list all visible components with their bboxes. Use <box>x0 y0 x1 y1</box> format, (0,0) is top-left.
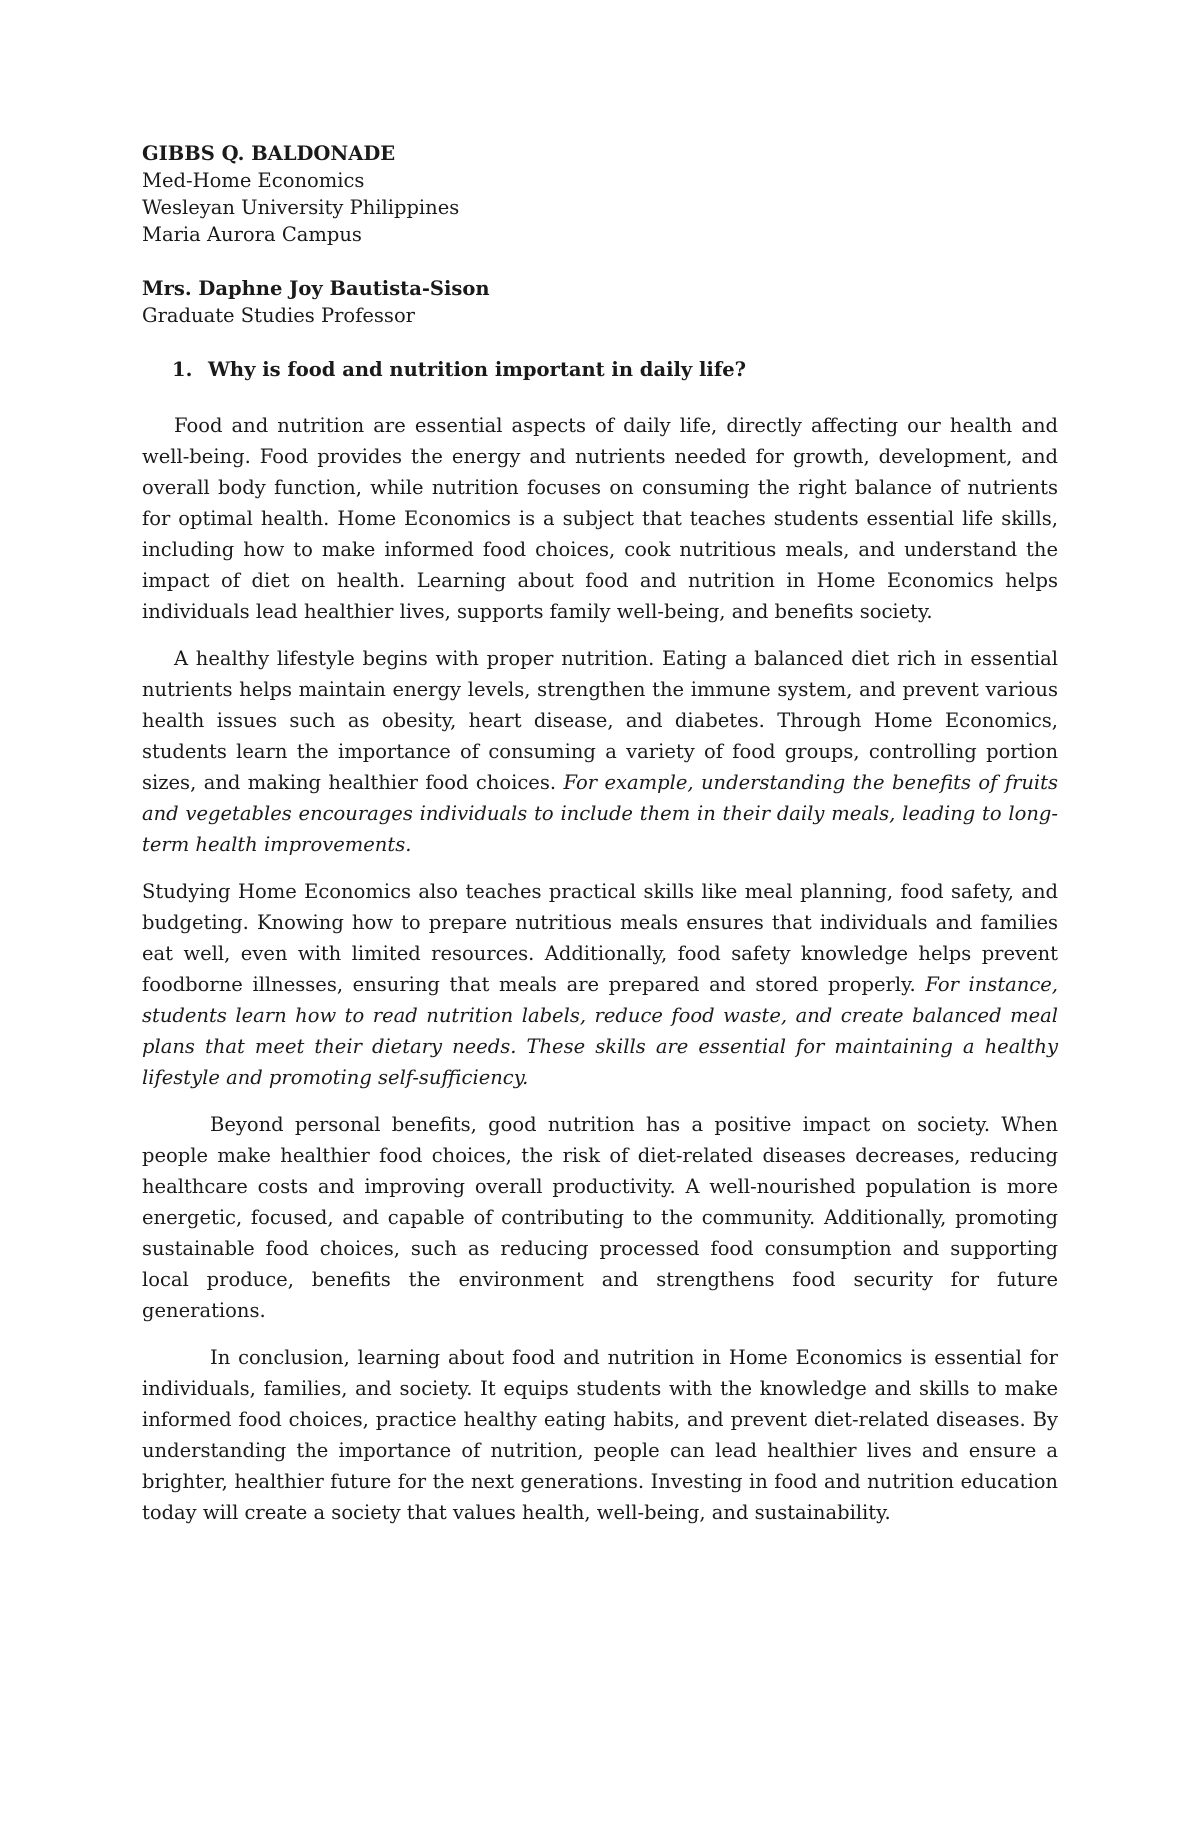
question-number: 1. <box>172 358 193 381</box>
paragraph-2 <box>142 643 1058 860</box>
professor-block <box>142 275 1058 329</box>
document-page <box>142 140 1058 1544</box>
author-university: Wesleyan University Philippines <box>142 196 460 219</box>
paragraph-1 <box>142 410 1058 627</box>
paragraph-3 <box>142 876 1058 1093</box>
paragraph-4-text: Beyond personal benefits, good nutrition has a positive impact on society. When people make healthier food choices, the risk of diet-related diseases decreases, reducing healthcare costs and improving overall productivity. A well-nourished population is more energetic, focused, and capable of contributing to the community. Additionally, promoting sustainable food choices, such as reducing processed food consumption and supporting local produce, benefits the environment and strengthens food security for future generations. <box>142 1113 1058 1322</box>
question-heading <box>172 356 1058 383</box>
question-text: Why is food and nutrition important in daily life? <box>208 358 747 381</box>
author-program: Med-Home Economics <box>142 169 365 192</box>
paragraph-3-example: For instance, students learn how to read nutrition labels, reduce food waste, and create balanced meal plans that meet their dietary needs. These skills are essential for maintaining a healthy lifestyle and promoting self-sufficiency. <box>142 973 1058 1089</box>
paragraph-5 <box>142 1342 1058 1528</box>
paragraph-2-text: A healthy lifestyle begins with proper nutrition. Eating a balanced diet rich in essential nutrients helps maintain energy levels, strengthen the immune system, and prevent various health issues such as obesity, heart disease, and diabetes. Through Home Economics, students learn the importance of consuming a variety of food groups, controlling portion sizes, and making healthier food choices. <box>142 647 1058 794</box>
paragraph-2-example: For example, understanding the benefits of fruits and vegetables encourages individuals to include them in their daily meals, leading to long-term health improvements. <box>142 771 1058 856</box>
paragraph-1-text: Food and nutrition are essential aspects of daily life, directly affecting our health and well-being. Food provides the energy and nutrients needed for growth, development, and overall body function, while nutrition focuses on consuming the right balance of nutrients for optimal health. Home Economics is a subject that teaches students essential life skills, including how to make informed food choices, cook nutritious meals, and understand the impact of diet on health. Learning about food and nutrition in Home Economics helps individuals lead healthier lives, supports family well-being, and benefits society. <box>142 414 1058 623</box>
paragraph-4 <box>142 1109 1058 1326</box>
author-block <box>142 140 1058 248</box>
paragraph-3-text: Studying Home Economics also teaches practical skills like meal planning, food safety, and budgeting. Knowing how to prepare nutritious meals ensures that individuals and families eat well, even with limited resources. Additionally, food safety knowledge helps prevent foodborne illnesses, ensuring that meals are prepared and stored properly. <box>142 880 1058 996</box>
professor-name: Mrs. Daphne Joy Bautista-Sison <box>142 277 490 300</box>
author-name: GIBBS Q. BALDONADE <box>142 142 396 165</box>
author-campus: Maria Aurora Campus <box>142 223 362 246</box>
paragraph-5-text: In conclusion, learning about food and nutrition in Home Economics is essential for individuals, families, and society. It equips students with the knowledge and skills to make informed food choices, practice healthy eating habits, and prevent diet-related diseases. By understanding the importance of nutrition, people can lead healthier lives and ensure a brighter, healthier future for the next generations. Investing in food and nutrition education today will create a society that values health, well-being, and sustainability. <box>142 1346 1058 1524</box>
professor-title: Graduate Studies Professor <box>142 304 415 327</box>
